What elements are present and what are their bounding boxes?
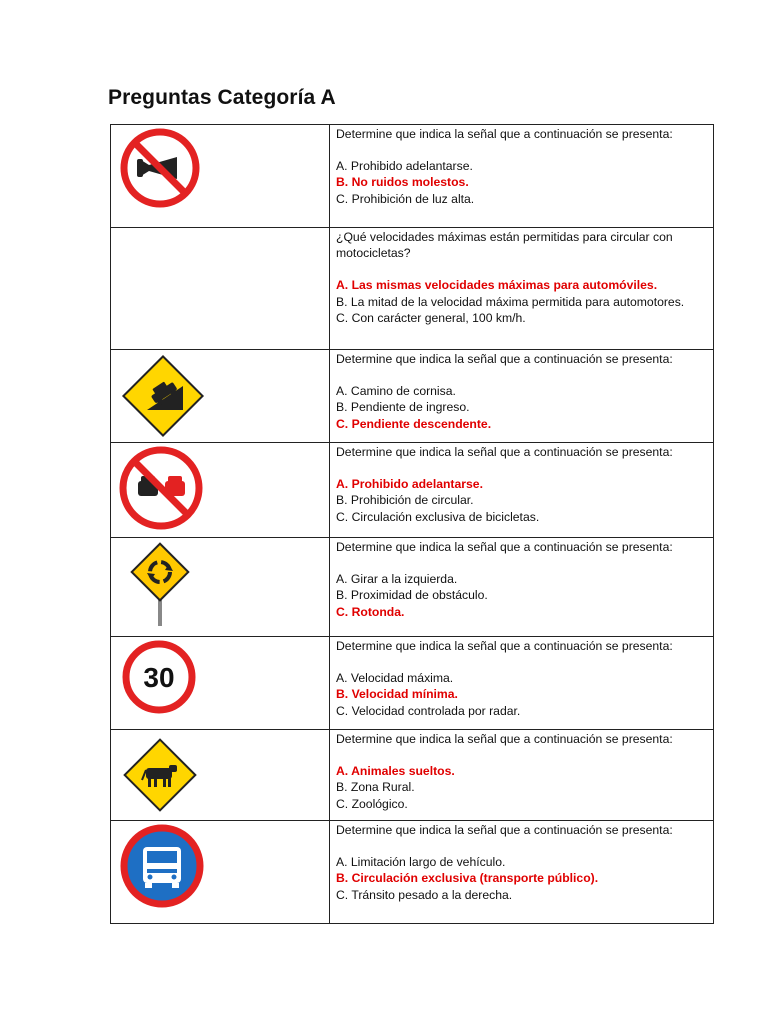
option-a: A. Girar a la izquierda. bbox=[336, 572, 458, 587]
sign-cell bbox=[111, 538, 330, 637]
option-a: A. Velocidad máxima. bbox=[336, 671, 454, 686]
question-cell bbox=[330, 730, 714, 821]
option-b-correct: B. No ruidos molestos. bbox=[336, 175, 469, 190]
option-a: A. Camino de cornisa. bbox=[336, 384, 456, 399]
option-a-correct: A. Prohibido adelantarse. bbox=[336, 477, 483, 492]
question-cell bbox=[330, 821, 714, 924]
page-title: Preguntas Categoría A bbox=[108, 86, 336, 109]
option-c: C. Zoológico. bbox=[336, 796, 408, 811]
speed-30-sign-icon bbox=[121, 639, 197, 715]
table-row bbox=[111, 821, 714, 924]
option-b-correct: B. Circulación exclusiva (transporte público). bbox=[336, 871, 599, 886]
option-c: C. Prohibición de luz alta. bbox=[336, 191, 475, 206]
cattle-crossing-sign-icon bbox=[121, 736, 199, 814]
questions-table bbox=[110, 124, 714, 924]
sign-cell bbox=[111, 350, 330, 443]
roundabout-sign-icon bbox=[125, 544, 195, 628]
option-a: A. Prohibido adelantarse. bbox=[336, 159, 473, 174]
sign-cell bbox=[111, 730, 330, 821]
table-row bbox=[111, 538, 714, 637]
sign-cell bbox=[111, 821, 330, 924]
option-c-correct: C. Rotonda. bbox=[336, 604, 405, 619]
option-a-correct: A. Las mismas velocidades máximas para automóviles. bbox=[336, 278, 658, 293]
sign-cell-empty bbox=[111, 228, 330, 350]
question-text: Determine que indica la señal que a continuación se presenta: bbox=[336, 732, 673, 746]
table-row bbox=[111, 730, 714, 821]
question-cell bbox=[330, 228, 714, 350]
table-row bbox=[111, 443, 714, 538]
option-a-correct: A. Animales sueltos. bbox=[336, 764, 455, 779]
no-horn-sign-icon bbox=[119, 127, 201, 209]
question-text: Determine que indica la señal que a continuación se presenta: bbox=[336, 540, 673, 554]
option-b: B. Zona Rural. bbox=[336, 780, 415, 795]
option-c: C. Velocidad controlada por radar. bbox=[336, 703, 521, 718]
question-text: ¿Qué velocidades máximas están permitidas para circular con motocicletas? bbox=[336, 230, 673, 261]
table-row bbox=[111, 228, 714, 350]
question-text: Determine que indica la señal que a continuación se presenta: bbox=[336, 445, 673, 459]
option-c-correct: C. Pendiente descendente. bbox=[336, 416, 492, 431]
option-c: C. Tránsito pesado a la derecha. bbox=[336, 887, 513, 902]
option-b-correct: B. Velocidad mínima. bbox=[336, 687, 458, 702]
question-cell bbox=[330, 125, 714, 228]
bus-only-sign-icon bbox=[119, 823, 205, 909]
question-cell bbox=[330, 443, 714, 538]
question-cell bbox=[330, 350, 714, 443]
table-row bbox=[111, 637, 714, 730]
sign-cell bbox=[111, 443, 330, 538]
sign-cell bbox=[111, 637, 330, 730]
option-b: B. Proximidad de obstáculo. bbox=[336, 588, 488, 603]
option-a: A. Limitación largo de vehículo. bbox=[336, 855, 506, 870]
question-text: Determine que indica la señal que a continuación se presenta: bbox=[336, 127, 673, 141]
option-b: B. Pendiente de ingreso. bbox=[336, 400, 470, 415]
option-b: B. La mitad de la velocidad máxima permitida para automotores. bbox=[336, 294, 685, 309]
option-c: C. Con carácter general, 100 km/h. bbox=[336, 310, 526, 325]
sign-cell bbox=[111, 125, 330, 228]
table-row bbox=[111, 125, 714, 228]
question-cell bbox=[330, 538, 714, 637]
question-text: Determine que indica la señal que a continuación se presenta: bbox=[336, 352, 673, 366]
question-text: Determine que indica la señal que a continuación se presenta: bbox=[336, 823, 673, 837]
question-cell bbox=[330, 637, 714, 730]
option-b: B. Prohibición de circular. bbox=[336, 493, 474, 508]
no-overtaking-sign-icon bbox=[118, 445, 204, 531]
speed-limit-number: 30 bbox=[143, 662, 175, 693]
table-row bbox=[111, 350, 714, 443]
steep-descent-sign-icon bbox=[121, 354, 205, 438]
option-c: C. Circulación exclusiva de bicicletas. bbox=[336, 509, 540, 524]
question-text: Determine que indica la señal que a continuación se presenta: bbox=[336, 639, 673, 653]
